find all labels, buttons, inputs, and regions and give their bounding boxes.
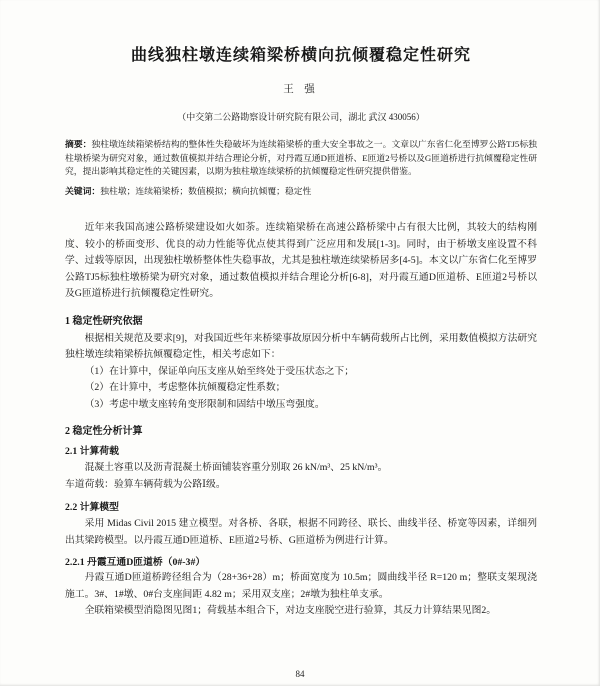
abstract-block (65, 138, 537, 179)
section-2-2-1-paragraph-2: 全联箱梁模型消隐图见图1；荷载基本组合下，对边支座脱空进行验算，其反力计算结果见图2。 (84, 605, 497, 616)
abstract-label: 摘要： (65, 139, 92, 149)
section-2-2-heading: 2.2 计算模型 (65, 502, 119, 513)
keywords-label: 关键词： (65, 185, 101, 196)
section-1-heading: 1 稳定性研究依据 (65, 315, 143, 327)
section-2-1-paragraph-1: 混凝土容重以及沥青混凝土桥面铺装容重分别取 26 kN/m³、25 kN/m³。 (84, 462, 388, 473)
section-2-2-paragraph: 采用 Midas Civil 2015 建立模型。对各桥、各联，根据不同跨径、联长、曲线半径、桥宽等因素，详细列出其梁跨模型。以丹霞互通D匝道桥、E匝道2号桥、G匝道桥为例进行计算。 (65, 518, 537, 546)
section-1-list-item-1: （1）在计算中，保证单向压支座从始至终处于受压状态之下； (84, 365, 355, 377)
section-1-list-item-2: （2）在计算中，考虑整体抗倾覆稳定性系数； (84, 382, 286, 393)
keywords-text: 独柱墩；连续箱梁桥；数值模拟；横向抗倾覆；稳定性 (100, 185, 312, 196)
intro-paragraph: 近年来我国高速公路桥梁建设如火如荼。连续箱梁桥在高速公路桥梁中占有很大比例，其较大的结构刚度、较小的桥面变形、优良的动力性能等优点使其得到广泛应用和发展[1-3]。同时，由于桥墩支座设置不科学、过载等原因，出现独柱墩桥整体性失稳事故，尤其是独柱墩连续梁桥居多[4-5]。本文以广东省仁化至博罗公路TJ5标独柱墩桥梁为研究对象，通过数值模拟并结合理论分析[6-8]，对丹霞互通D匝道桥、E匝道2号桥以及G匝道桥进行抗倾覆稳定性研究。 (65, 222, 537, 299)
keywords-block (65, 185, 537, 199)
section-1-paragraph: 根据相关规范及要求[9]，对我国近些年来桥梁事故原因分析中车辆荷载所占比例，采用数值模拟方法研究独柱墩连续箱梁桥抗倾覆稳定性，相关考虑如下： (65, 332, 537, 360)
paper-affiliation: （中交第二公路勘察设计研究院有限公司，湖北 武汉 430056） (177, 112, 425, 122)
paper-author: 王 强 (283, 84, 319, 95)
page-number: 84 (295, 669, 305, 679)
section-2-1-heading: 2.1 计算荷载 (65, 446, 119, 457)
section-2-heading: 2 稳定性分析计算 (65, 426, 143, 437)
section-2-2-1-heading: 2.2.1 丹霞互通D匝道桥（0#-3#） (65, 557, 206, 568)
section-2-2-1-paragraph-1: 丹霞互通D匝道桥跨径组合为（28+36+28）m；桥面宽度为 10.5m；圆曲线半径 R=120 m；整联支架现浇施工。3#、1#墩、0#台支座间距 4.82 m；采用双支座；2#墩为独柱单支承。 (65, 572, 537, 600)
section-2-1-paragraph-2: 车道荷载：验算车辆荷载为公路Ⅰ级。 (65, 478, 226, 490)
section-1-list-item-3: （3）考虑中墩支座转角变形限制和固结中墩压弯强度。 (84, 398, 325, 410)
paper-title: 曲线独柱墩连续箱梁桥横向抗倾覆稳定性研究 (130, 47, 471, 64)
abstract-text: 独柱墩连续箱梁桥结构的整体性失稳破坏为连续箱梁桥的重大安全事故之一。文章以广东省仁化至博罗公路TJ5标独柱墩桥梁为研究对象，通过数值模拟并结合理论分析，对丹霞互通D匝道桥、E匝道2号桥以及G匝道桥进行抗倾覆稳定性研究，提出影响其稳定性的关键因素，以期为独柱墩连续梁桥的抗倾覆稳定性研究提供借鉴。 (65, 139, 537, 176)
